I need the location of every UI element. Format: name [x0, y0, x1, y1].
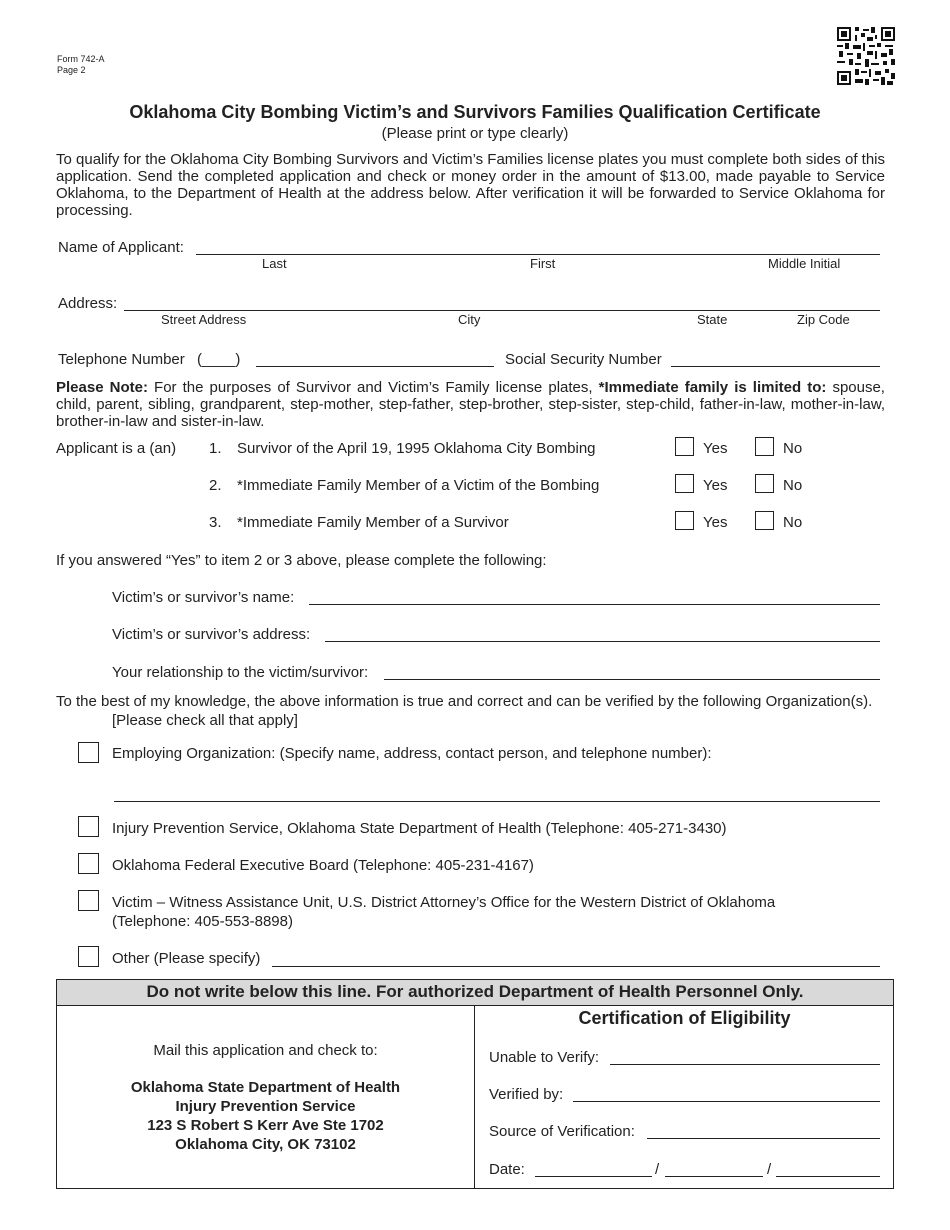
note-emphasis: *Immediate family is limited to:: [598, 379, 827, 396]
note-text-2: spouse, child, parent, sibling, grandparent, step-mother, step-father, step-brother, step-sister, step-child, father-in-law, mother-in-law, brother-in-law and sister-in-law.: [56, 379, 885, 430]
applicant-type-label: Applicant is a (an): [56, 440, 177, 457]
date-separator-2: /: [767, 1161, 772, 1178]
question-1-yes-checkbox[interactable]: [675, 437, 694, 456]
address-field[interactable]: [124, 310, 880, 311]
applicant-name-label: Name of Applicant:: [58, 239, 184, 256]
address-part-city: City: [458, 312, 481, 327]
page-number: Page 2: [57, 65, 86, 75]
question-1-yes-label: Yes: [703, 440, 728, 457]
page-title: Oklahoma City Bombing Victim’s and Survivors Families Qualification Certificate: [129, 102, 821, 122]
date-label: Date:: [489, 1161, 525, 1178]
name-part-first: First: [530, 256, 556, 271]
page-subtitle: (Please print or type clearly): [381, 125, 569, 142]
question-2-text: *Immediate Family Member of a Victim of the Bombing: [237, 477, 600, 494]
question-1-number: 1.: [209, 440, 222, 457]
please-note: [56, 379, 885, 430]
mailing-address-line-3: 123 S Robert S Kerr Ave Ste 1702: [147, 1117, 384, 1134]
ssn-label: Social Security Number: [505, 351, 662, 368]
telephone-field[interactable]: [256, 366, 494, 367]
telephone-area-code[interactable]: (____): [197, 351, 241, 368]
unable-to-verify-field[interactable]: [610, 1064, 880, 1065]
employing-org-label: Employing Organization: (Specify name, address, contact person, and telephone number):: [112, 745, 712, 762]
qr-code-icon: [837, 27, 895, 85]
unable-to-verify-label: Unable to Verify:: [489, 1049, 600, 1066]
mail-intro: Mail this application and check to:: [153, 1042, 378, 1059]
other-org-checkbox[interactable]: [78, 946, 99, 967]
injury-prevention-label: Injury Prevention Service, Oklahoma State Department of Health (Telephone: 405-271-3430): [112, 820, 727, 837]
victim-name-label: Victim’s or survivor’s name:: [112, 589, 295, 606]
victim-witness-label-2: (Telephone: 405-553-8898): [112, 913, 293, 930]
other-org-label: Other (Please specify): [112, 950, 261, 967]
office-use-divider: [474, 1006, 475, 1188]
question-1-no-label: No: [783, 440, 803, 457]
note-lead: Please Note:: [56, 379, 148, 396]
form-number: [57, 54, 105, 76]
employing-org-checkbox[interactable]: [78, 742, 99, 763]
address-part-street: Street Address: [161, 312, 247, 327]
victim-witness-checkbox[interactable]: [78, 890, 99, 911]
date-month-field[interactable]: [535, 1176, 652, 1177]
question-3-text: *Immediate Family Member of a Survivor: [237, 514, 509, 531]
question-3-yes-checkbox[interactable]: [675, 511, 694, 530]
check-all-note: [Please check all that apply]: [112, 712, 298, 729]
question-2-yes-label: Yes: [703, 477, 728, 494]
source-of-verification-label: Source of Verification:: [489, 1123, 635, 1140]
victim-name-field[interactable]: [309, 604, 880, 605]
name-part-last: Last: [262, 256, 287, 271]
injury-prevention-checkbox[interactable]: [78, 816, 99, 837]
verification-intro: To the best of my knowledge, the above information is true and correct and can be verified by the following Organization(s).: [56, 693, 873, 710]
address-label: Address:: [58, 295, 118, 312]
office-use-section: [56, 979, 894, 1189]
question-2-no-label: No: [783, 477, 803, 494]
question-1-text: Survivor of the April 19, 1995 Oklahoma City Bombing: [237, 440, 596, 457]
source-of-verification-field[interactable]: [647, 1138, 880, 1139]
federal-board-checkbox[interactable]: [78, 853, 99, 874]
relationship-label: Your relationship to the victim/survivor:: [112, 664, 369, 681]
question-2-number: 2.: [209, 477, 222, 494]
note-text-1: For the purposes of Survivor and Victim’s Family license plates,: [147, 379, 599, 396]
date-year-field[interactable]: [776, 1176, 880, 1177]
victim-address-field[interactable]: [325, 641, 880, 642]
victim-witness-label-1: Victim – Witness Assistance Unit, U.S. District Attorney’s Office for the Western District of Oklahoma: [112, 894, 776, 911]
address-part-state: State: [697, 312, 728, 327]
mailing-address: [57, 1078, 474, 1154]
form-id: Form 742-A: [57, 54, 105, 64]
mailing-address-line-2: Injury Prevention Service: [175, 1098, 356, 1115]
question-1-no-checkbox[interactable]: [755, 437, 774, 456]
victim-address-label: Victim’s or survivor’s address:: [112, 626, 311, 643]
mailing-address-line-1: Oklahoma State Department of Health: [130, 1079, 401, 1096]
followup-intro: If you answered “Yes” to item 2 or 3 above, please complete the following:: [56, 552, 547, 569]
question-2-no-checkbox[interactable]: [755, 474, 774, 493]
other-org-field[interactable]: [272, 966, 880, 967]
applicant-name-field[interactable]: [196, 254, 880, 255]
question-3-yes-label: Yes: [703, 514, 728, 531]
question-2-yes-checkbox[interactable]: [675, 474, 694, 493]
date-day-field[interactable]: [665, 1176, 763, 1177]
verified-by-label: Verified by:: [489, 1086, 564, 1103]
ssn-field[interactable]: [671, 366, 880, 367]
certification-title: Certification of Eligibility: [578, 1008, 791, 1028]
address-part-zip: Zip Code: [797, 312, 850, 327]
date-separator-1: /: [655, 1161, 660, 1178]
name-part-middle: Middle Initial: [768, 256, 841, 271]
question-3-no-checkbox[interactable]: [755, 511, 774, 530]
intro-paragraph: To qualify for the Oklahoma City Bombing Survivors and Victim’s Families license plates you must complete both sides of this application. Send the completed application and check or money order in the amount of $13.00, made payable to Service Oklahoma, to the Department of Health at the address below. After verification it will be forwarded to Service Oklahoma for processing.: [56, 151, 885, 219]
employing-org-field[interactable]: [114, 801, 880, 802]
office-use-header: Do not write below this line. For authorized Department of Health Personnel Only.: [57, 980, 893, 1006]
federal-board-label: Oklahoma Federal Executive Board (Telephone: 405-231-4167): [112, 857, 534, 874]
verified-by-field[interactable]: [573, 1101, 880, 1102]
mailing-address-line-4: Oklahoma City, OK 73102: [175, 1136, 356, 1153]
question-3-number: 3.: [209, 514, 222, 531]
relationship-field[interactable]: [384, 679, 880, 680]
telephone-label: Telephone Number: [58, 351, 185, 368]
question-3-no-label: No: [783, 514, 803, 531]
